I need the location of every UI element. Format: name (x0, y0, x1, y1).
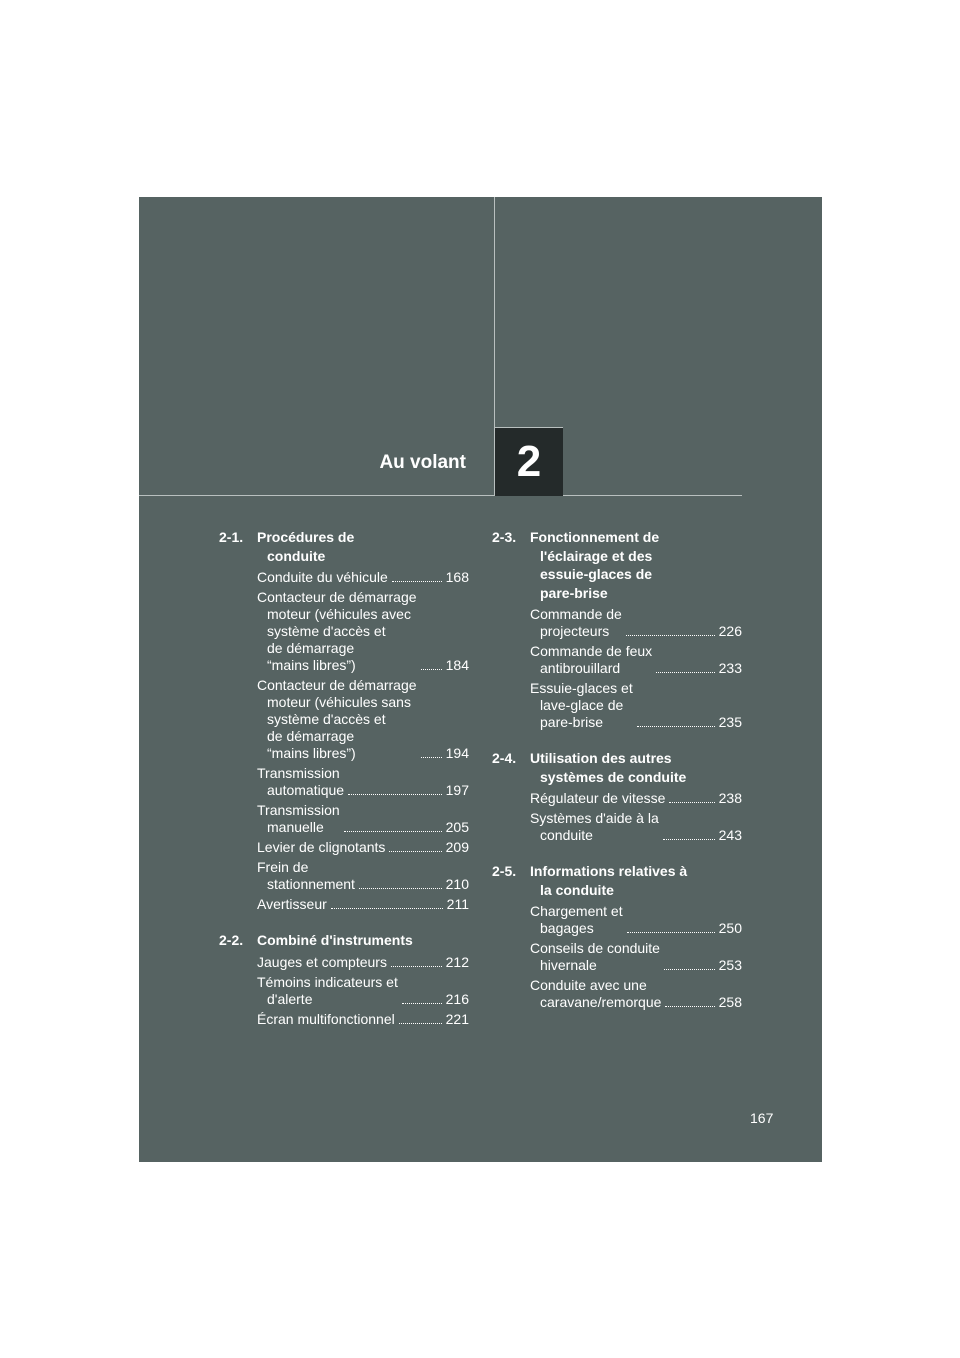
toc-entry-page: 238 (718, 790, 742, 806)
toc-entry-label: Levier de clignotants (257, 839, 386, 855)
toc-entry-label: Transmission automatique (257, 765, 345, 798)
section-title: Informations relatives à la conduite (530, 863, 688, 898)
toc-entry-label: Systèmes d'aide à la conduite (530, 810, 659, 843)
toc-entry[interactable] (530, 606, 742, 640)
dot-leader (627, 932, 715, 933)
section-heading[interactable] (492, 749, 742, 786)
dot-leader (665, 1006, 714, 1007)
dot-leader (389, 851, 441, 852)
toc-entry-page: 194 (445, 745, 469, 761)
toc-entry[interactable] (257, 802, 469, 836)
toc-entry-page: 253 (718, 957, 742, 973)
chapter-title: Au volant (379, 452, 466, 473)
toc-entry-page: 210 (445, 876, 469, 892)
section-heading[interactable] (492, 528, 742, 602)
section-title: Procédures de conduite (257, 529, 355, 564)
toc-entry-label: Frein de stationnement (257, 859, 355, 892)
toc-entry-page: 221 (445, 1010, 469, 1027)
toc-entry[interactable] (530, 790, 742, 807)
dot-leader (399, 1023, 442, 1024)
dot-leader (391, 966, 442, 967)
toc-section (492, 749, 742, 844)
page-number: 167 (750, 1110, 774, 1126)
toc-entry-label: Conduite du véhicule (257, 569, 388, 585)
toc-entry-label: Chargement et bagages (530, 903, 623, 936)
toc-entry[interactable] (257, 569, 469, 586)
toc-entry-page: 209 (445, 839, 469, 855)
toc-entry-label: Conduite avec une caravane/remorque (530, 977, 662, 1010)
toc-entry-page: 168 (445, 569, 469, 585)
dot-leader (663, 839, 715, 840)
section-number: 2-3. (492, 529, 517, 545)
toc-entry-page: 212 (445, 953, 469, 970)
toc-entry[interactable] (530, 903, 742, 937)
dot-leader (664, 969, 715, 970)
section-title: Combiné d'instruments (257, 932, 413, 948)
toc-entry-page: 184 (445, 657, 469, 673)
section-number: 2-1. (219, 529, 244, 545)
toc-entry-label: Conseils de conduite hivernale (530, 940, 660, 973)
toc-entry-label: Contacteur de démarrage moteur (véhicules sans système d'accès et de démarrage “mains libres”) (257, 677, 417, 761)
toc-entry-page: 243 (718, 827, 742, 843)
toc-column-right (492, 528, 742, 1029)
toc-entry-list (530, 903, 742, 1011)
dot-leader (331, 908, 443, 909)
toc-entry-list (257, 954, 469, 1028)
toc-entry-label: Transmission manuelle (257, 802, 340, 835)
toc-entry[interactable] (257, 677, 469, 762)
chapter-number-badge: 2 (494, 427, 563, 496)
section-title: Fonctionnement de l'éclairage et des essuie-glaces de pare-brise (530, 529, 660, 601)
toc-entry[interactable] (530, 810, 742, 844)
dot-leader (637, 726, 715, 727)
toc-entry-page: 216 (445, 990, 469, 1007)
section-number: 2-4. (492, 750, 517, 766)
section-title: Utilisation des autres systèmes de conduite (530, 750, 687, 785)
toc-entry-page: 226 (718, 623, 742, 639)
toc-entry[interactable] (257, 974, 469, 1008)
toc-entry-label: Commande de feux antibrouillard (530, 643, 653, 676)
toc-entry-page: 205 (445, 819, 469, 835)
toc-entry[interactable] (530, 940, 742, 974)
toc-column-left (219, 528, 469, 1046)
toc-entry[interactable] (530, 977, 742, 1011)
toc-section (492, 862, 742, 1011)
toc-entry[interactable] (257, 765, 469, 799)
toc-section (219, 528, 469, 913)
section-heading[interactable] (219, 931, 469, 950)
toc-entry-label: Écran multifonctionnel (257, 1010, 395, 1027)
section-number: 2-2. (219, 932, 244, 948)
toc-entry-list (530, 790, 742, 844)
toc-entry-list (257, 569, 469, 913)
toc-section (492, 528, 742, 731)
toc-entry-label: Commande de projecteurs (530, 606, 622, 639)
dot-leader (348, 794, 442, 795)
dot-leader (359, 888, 442, 889)
toc-entry-label: Témoins indicateurs et d'alerte (257, 973, 398, 1007)
toc-entry[interactable] (257, 896, 469, 913)
toc-entry-page: 250 (718, 920, 742, 936)
toc-entry-label: Régulateur de vitesse (530, 790, 666, 806)
toc-entry-page: 258 (718, 994, 742, 1010)
toc-entry-page: 211 (446, 896, 469, 912)
section-heading[interactable] (219, 528, 469, 565)
section-number: 2-5. (492, 863, 517, 879)
toc-entry-label: Avertisseur (257, 896, 327, 912)
toc-entry-list (530, 606, 742, 731)
toc-section (219, 931, 469, 1028)
dot-leader (669, 802, 714, 803)
dot-leader (421, 669, 442, 670)
dot-leader (392, 581, 442, 582)
toc-entry-label: Contacteur de démarrage moteur (véhicules avec système d'accès et de démarrage “mains libres”) (257, 589, 417, 673)
dot-leader (344, 831, 442, 832)
toc-entry-label: Jauges et compteurs (257, 953, 387, 970)
dot-leader (402, 1003, 442, 1004)
toc-entry[interactable] (257, 839, 469, 856)
section-heading[interactable] (492, 862, 742, 899)
toc-entry-label: Essuie-glaces et lave-glace de pare-brise (530, 680, 633, 730)
toc-entry-page: 233 (718, 660, 742, 676)
dot-leader (656, 672, 714, 673)
toc-entry[interactable] (530, 680, 742, 731)
dot-leader (421, 757, 442, 758)
horizontal-divider (139, 495, 742, 496)
dot-leader (626, 635, 715, 636)
toc-entry[interactable] (257, 954, 469, 971)
toc-entry[interactable] (257, 589, 469, 674)
toc-entry-page: 235 (718, 714, 742, 730)
toc-entry-page: 197 (445, 782, 469, 798)
toc-entry[interactable] (530, 643, 742, 677)
toc-entry[interactable] (257, 1011, 469, 1028)
toc-entry[interactable] (257, 859, 469, 893)
